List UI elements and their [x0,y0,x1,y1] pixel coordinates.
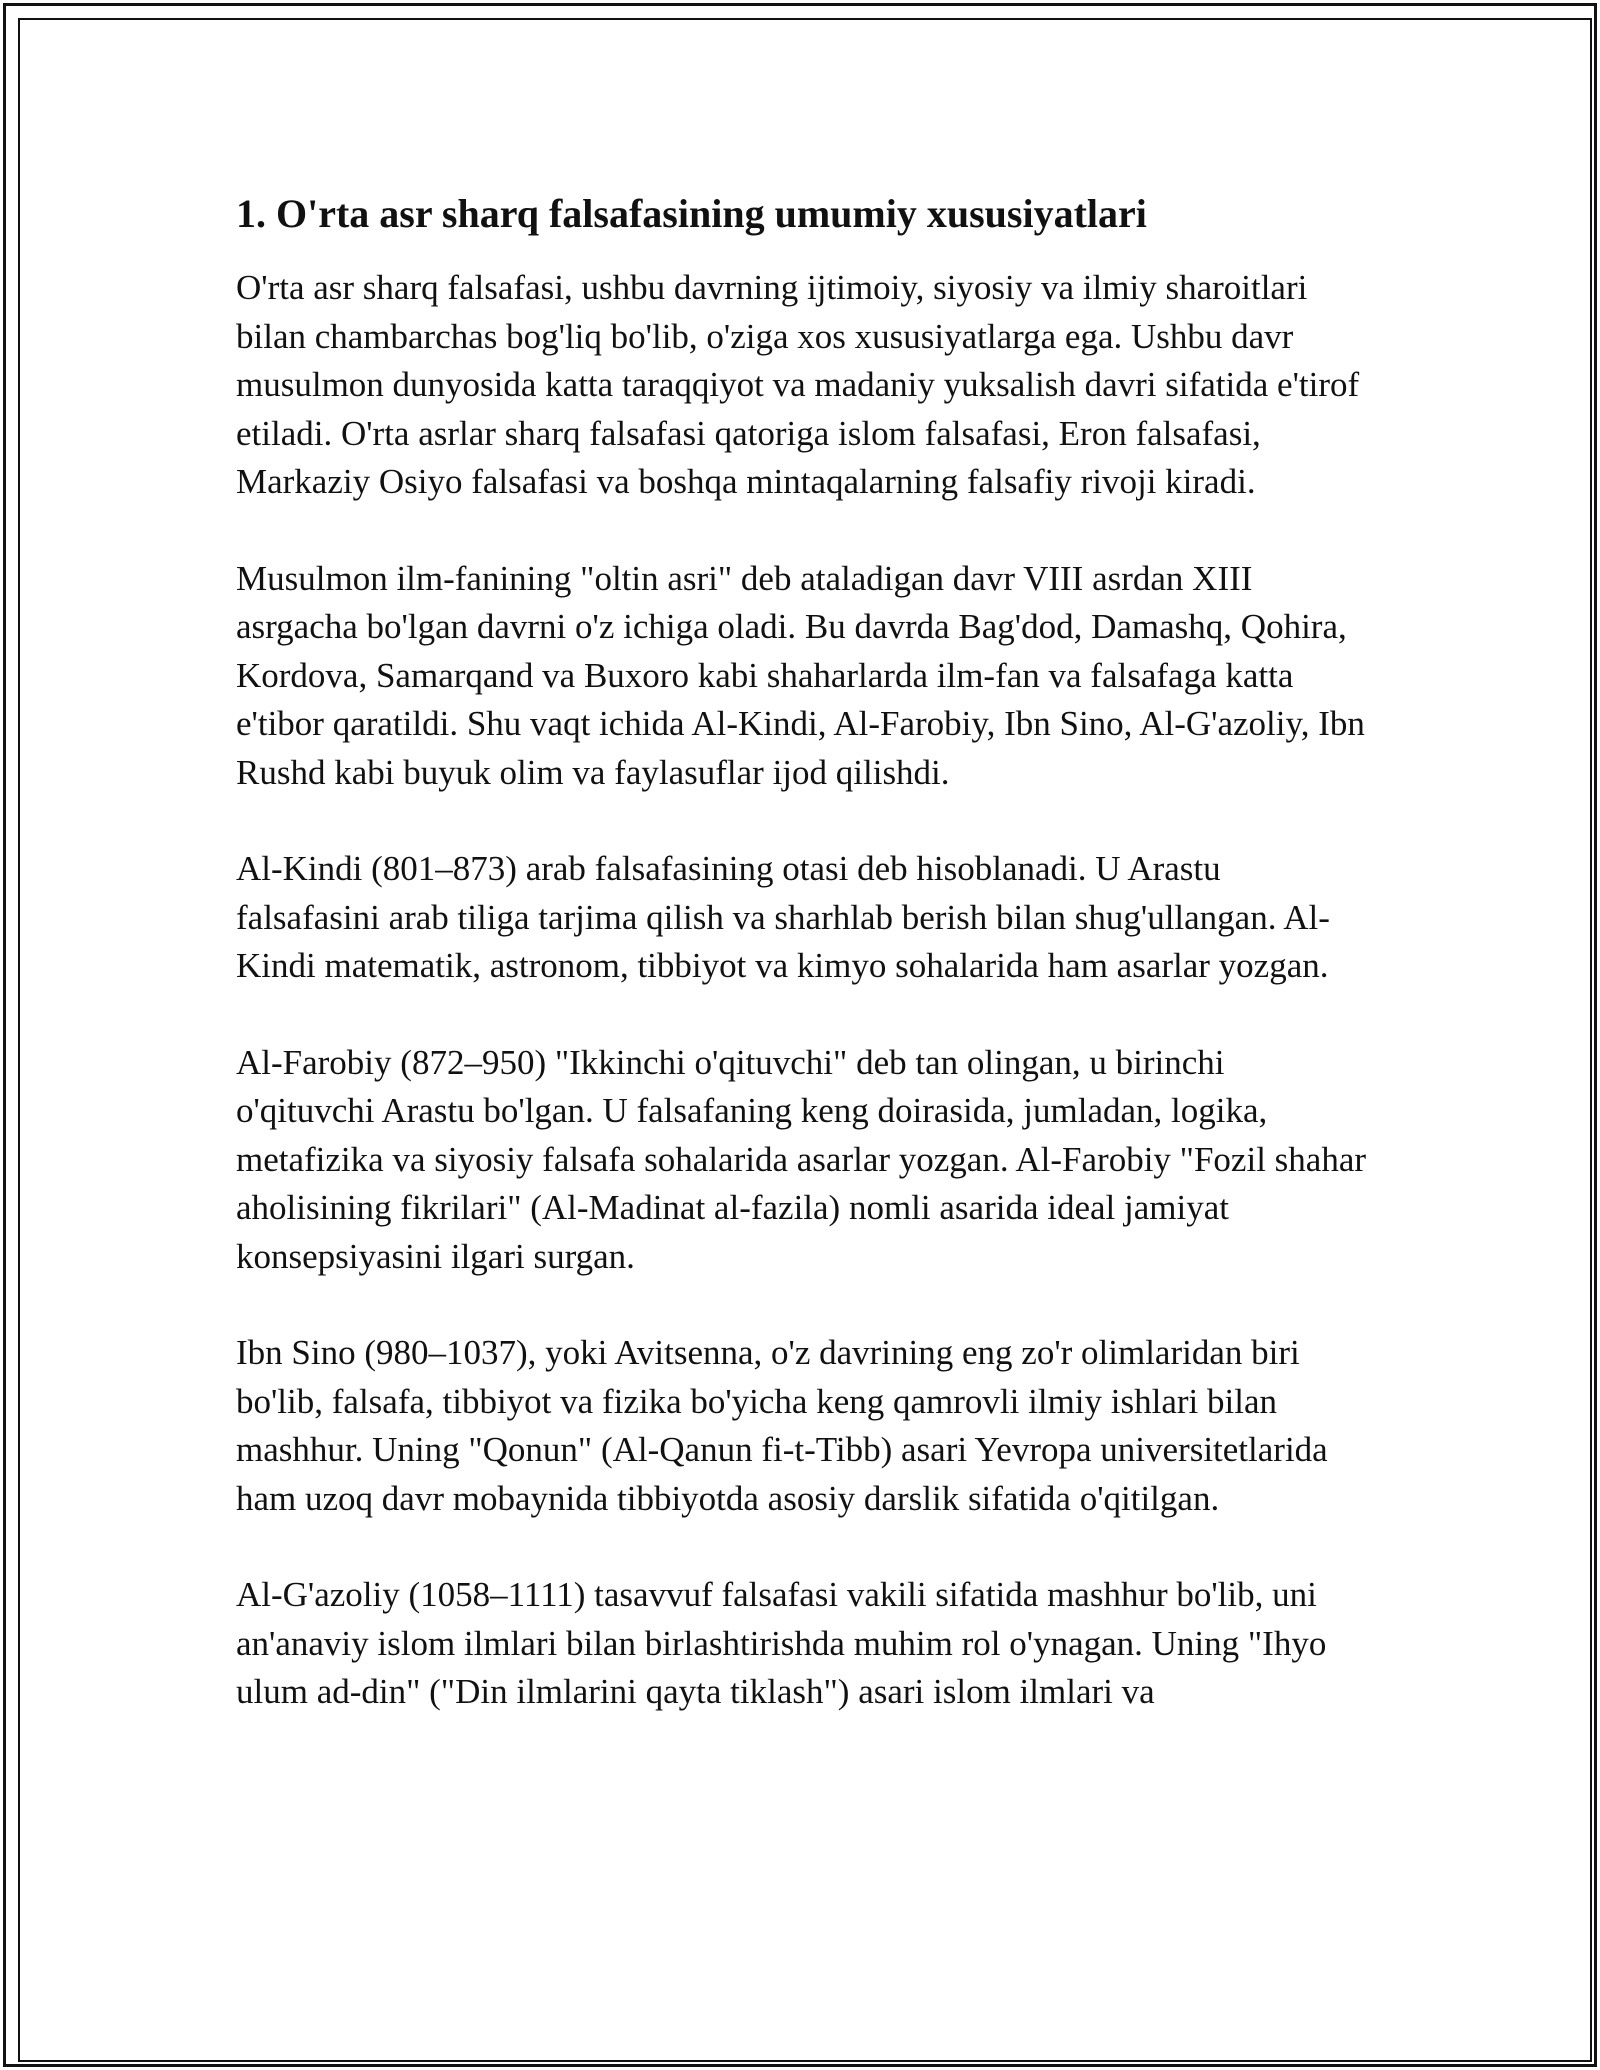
paragraph: O'rta asr sharq falsafasi, ushbu davrning ijtimoiy, siyosiy va ilmiy sharoitlari bilan chambarchas bog'liq bo'lib, o'ziga xos xususiyatlarga ega. Ushbu davr musulmon dunyosida katta taraqqiyot va madaniy yuksalish davri sifatida e'tirof etiladi. O'rta asrlar sharq falsafasi qatoriga islom falsafasi, Eron falsafasi, Markaziy Osiyo falsafasi va boshqa mintaqalarning falsafiy rivoji kiradi. [236,268,1360,501]
document-body [236,186,1366,1717]
paragraph: Al-Farobiy (872–950) "Ikkinchi o'qituvchi" deb tan olingan, u birinchi o'qituvchi Arastu bo'lgan. U falsafaning keng doirasida, jumladan, logika, metafizika va siyosiy falsafa sohalarida asarlar yozgan. Al-Farobiy "Fozil shahar aholisining fikrilari" (Al-Madinat al-fazila) nomli asarida ideal jamiyat konsepsiyasini ilgari surgan. [236,1042,1367,1276]
paragraph: Al-Kindi (801–873) arab falsafasining otasi deb hisoblanadi. U Arastu falsafasini arab tiliga tarjima qilish va sharhlab berish bilan shug'ullangan. Al-Kindi matematik, astronom, tibbiyot va kimyo sohalarida ham asarlar yozgan. [236,849,1330,985]
paragraph: Ibn Sino (980–1037), yoki Avitsenna, o'z davrining eng zo'r olimlaridan biri bo'lib, falsafa, tibbiyot va fizika bo'yicha keng qamrovli ilmiy ishlari bilan mashhur. Uning "Qonun" (Al-Qanun fi-t-Tibb) asari Yevropa universitetlarida ham uzoq davr mobaynida tibbiyotda asosiy darslik sifatida o'qitilgan. [236,1333,1328,1518]
section-heading: 1. O'rta asr sharq falsafasining umumiy xususiyatlari [236,191,1147,236]
paragraph: Musulmon ilm-fanining "oltin asri" deb ataladigan davr VIII asrdan XIII asrgacha bo'lgan davrni o'z ichiga oladi. Bu davrda Bag'dod, Damashq, Qohira, Kordova, Samarqand va Buxoro kabi shaharlarda ilm-fan va falsafaga katta e'tibor qaratildi. Shu vaqt ichida Al-Kindi, Al-Farobiy, Ibn Sino, Al-G'azoliy, Ibn Rushd kabi buyuk olim va faylasuflar ijod qilishdi. [236,558,1365,792]
paragraph: Al-G'azoliy (1058–1111) tasavvuf falsafasi vakili sifatida mashhur bo'lib, uni an'anaviy islom ilmlari bilan birlashtirishda muhim rol o'ynagan. Uning "Ihyo ulum ad-din" ("Din ilmlarini qayta tiklash") asari islom ilmlari va [236,1575,1327,1711]
